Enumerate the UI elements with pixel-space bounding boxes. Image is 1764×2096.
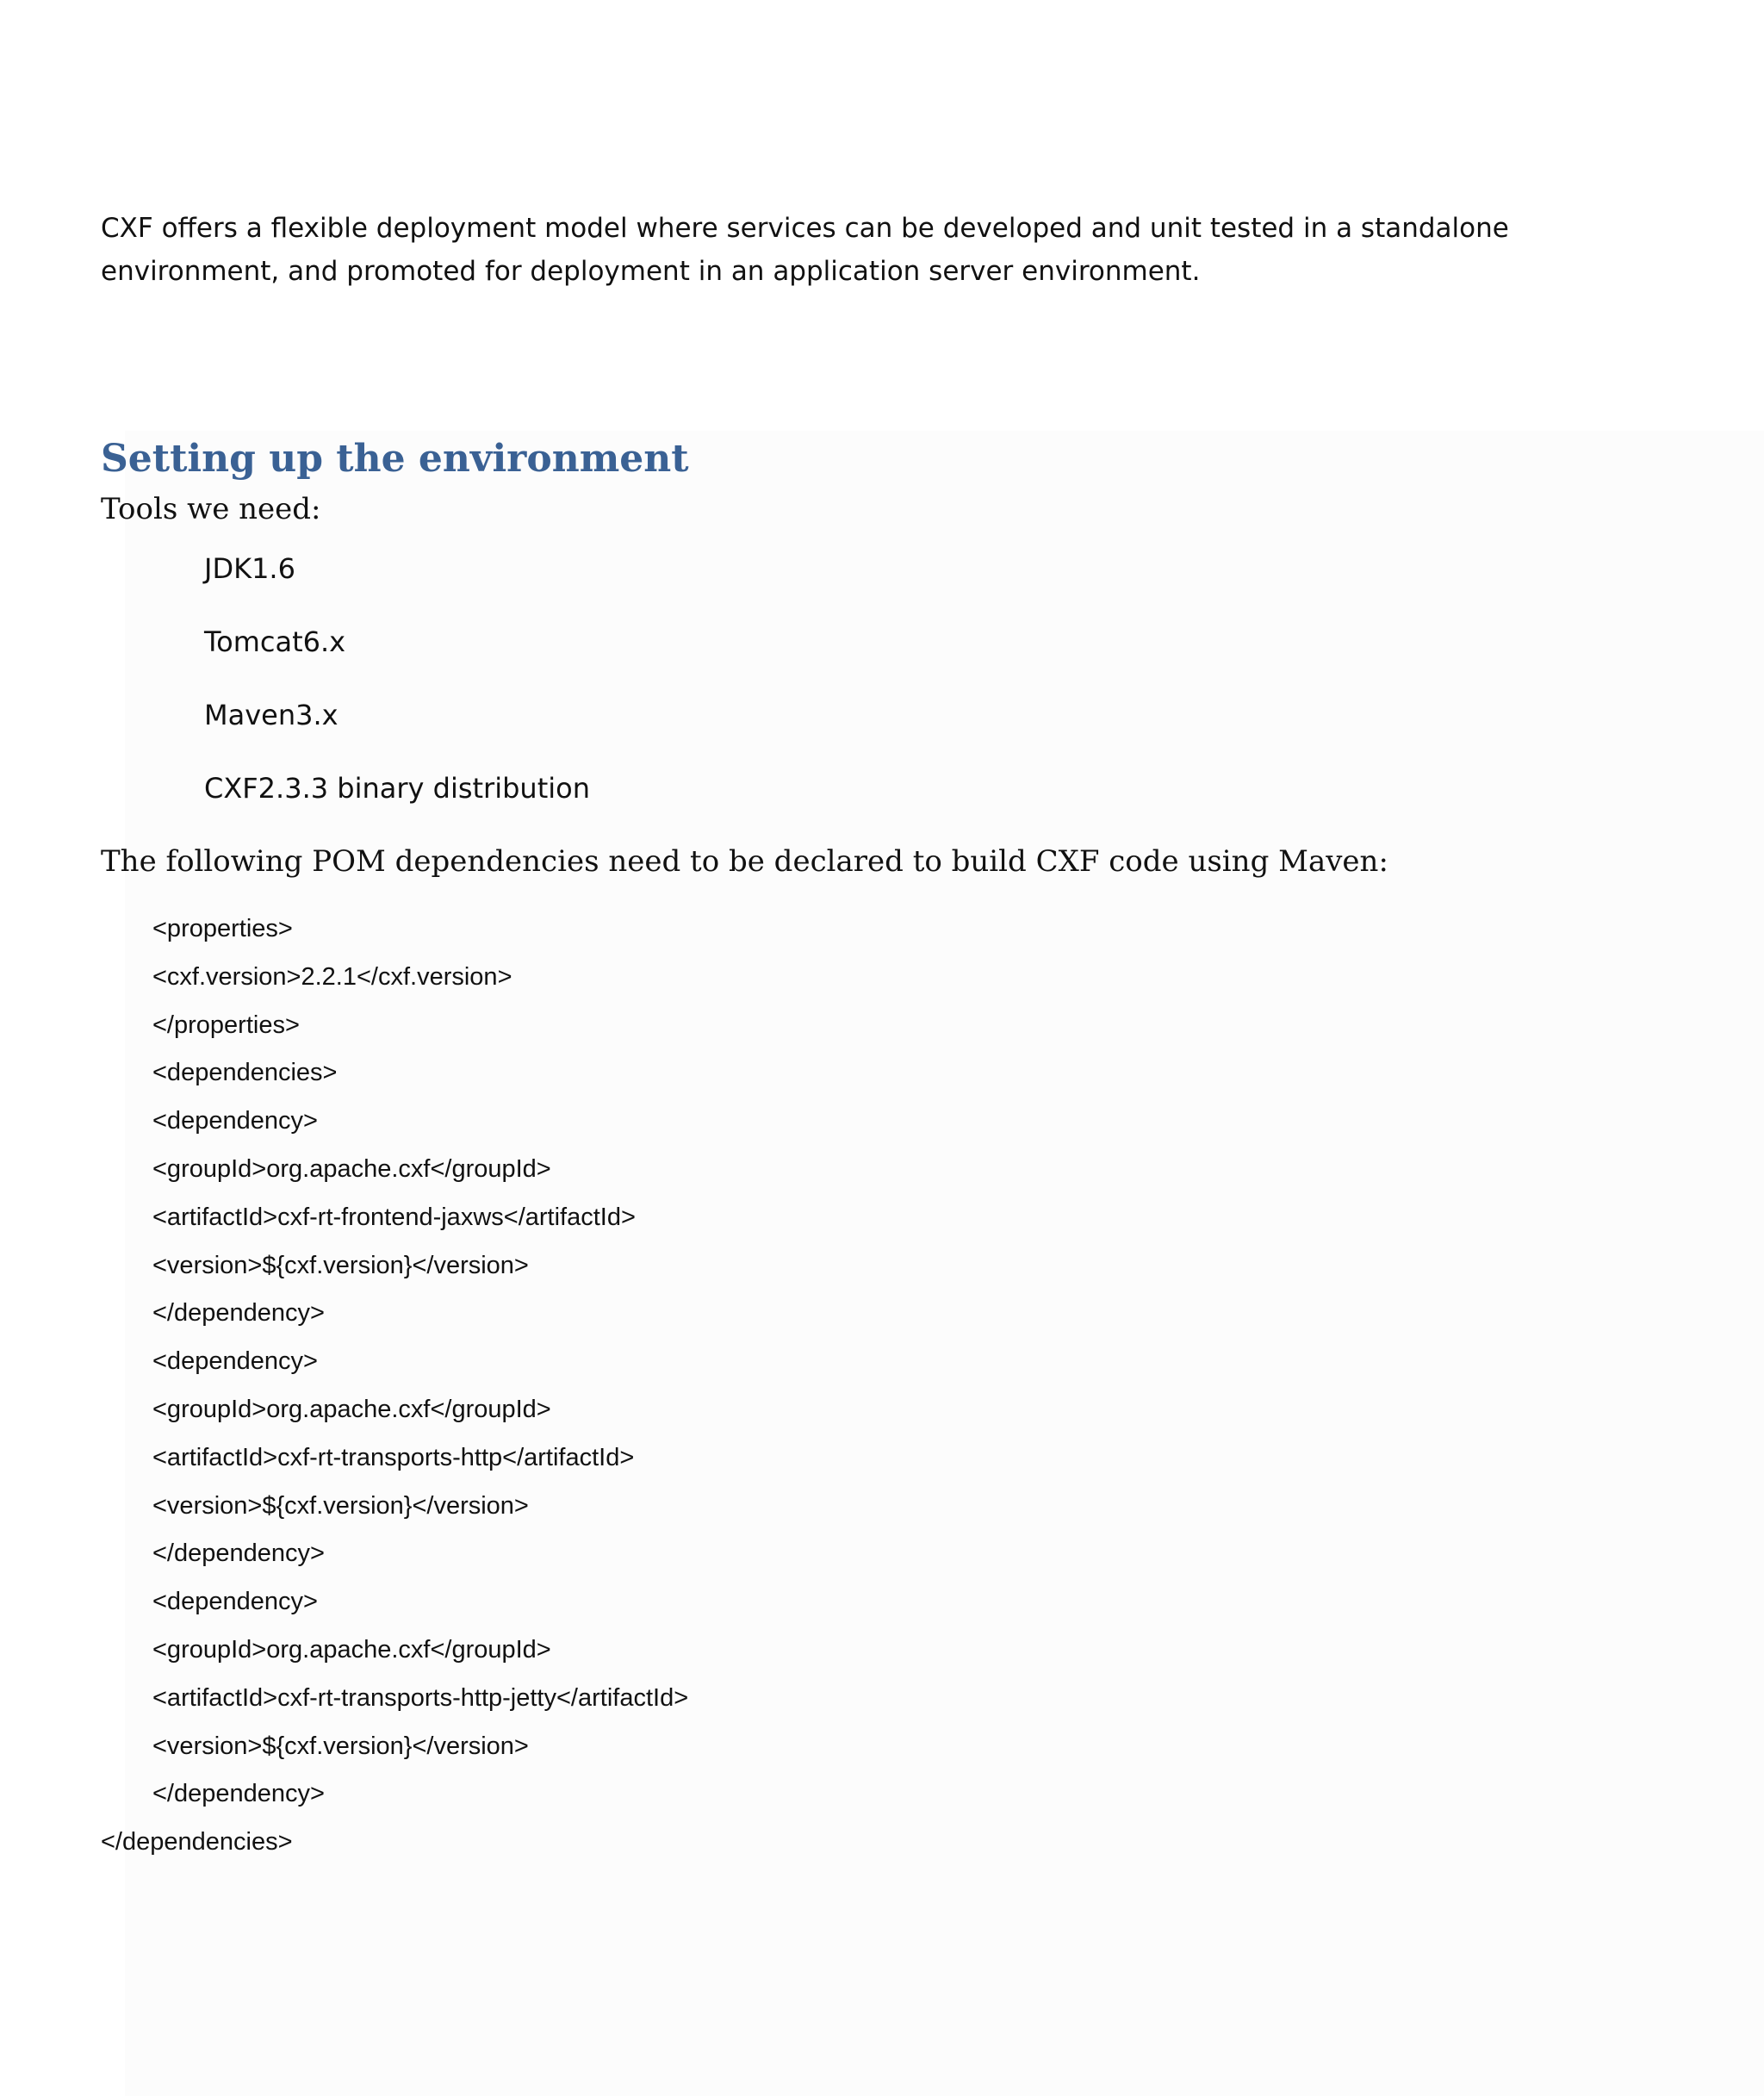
code-line: <dependencies> [152,1059,338,1087]
code-line: </dependency> [152,1780,325,1808]
code-line: <artifactId>cxf-rt-transports-http-jetty</artifactId> [152,1683,689,1712]
code-line: <properties> [152,915,293,942]
intro-paragraph: CXF offers a flexible deployment model where services can be developed and unit tested in a standalone environment, and promoted for deployment in an application server environment. [101,213,1509,287]
code-line: </properties> [152,1011,300,1039]
tool-item-cxf: CXF2.3.3 binary distribution [204,772,590,805]
code-line: <artifactId>cxf-rt-transports-http</artifactId> [152,1443,635,1471]
code-line: <cxf.version>2.2.1</cxf.version> [152,962,512,991]
section-heading: Setting up the environment [101,437,689,481]
code-line: <version>${cxf.version}</version> [152,1251,529,1279]
code-line: <dependency> [152,1347,318,1376]
code-line: </dependency> [152,1299,325,1328]
code-line: <dependency> [152,1107,318,1135]
code-line: <groupId>org.apache.cxf</groupId> [152,1395,551,1423]
code-closing-line: </dependencies> [101,1828,293,1856]
tool-item-jdk: JDK1.6 [204,552,295,585]
tools-intro: Tools we need: [101,492,321,526]
code-line: <version>${cxf.version}</version> [152,1732,529,1760]
code-line: <groupId>org.apache.cxf</groupId> [152,1635,551,1664]
code-line: </dependency> [152,1539,325,1568]
code-line: <artifactId>cxf-rt-frontend-jaxws</artifactId> [152,1203,636,1231]
code-line: <groupId>org.apache.cxf</groupId> [152,1154,551,1183]
tools-list [204,551,590,844]
pom-code-block [152,911,688,1825]
pom-intro: The following POM dependencies need to be declared to build CXF code using Maven: [101,844,1388,879]
tool-item-tomcat: Tomcat6.x [204,625,346,658]
tool-item-maven: Maven3.x [204,699,339,731]
code-line: <version>${cxf.version}</version> [152,1491,529,1520]
code-line: <dependency> [152,1588,318,1616]
